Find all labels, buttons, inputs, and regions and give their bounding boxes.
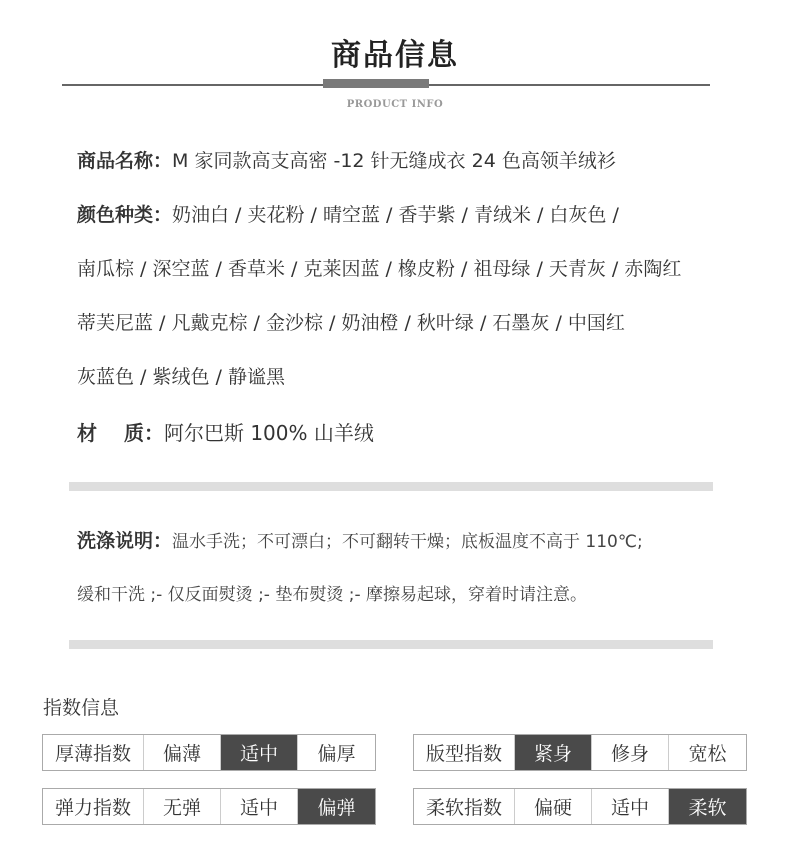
index-label: 柔软指数 [414, 789, 515, 824]
title-accent-bar [323, 79, 429, 88]
colors-label: 颜色种类： [77, 204, 173, 226]
material-row [77, 417, 374, 446]
elasticity-index-table [42, 788, 376, 825]
washing-line-2: 缓和干洗 ;- 仅反面熨烫 ;- 垫布熨烫 ;- 摩擦易起球，穿着时请注意。 [77, 585, 588, 605]
index-option-selected: 紧身 [515, 735, 592, 770]
washing-line-1: 温水手洗；不可漂白；不可翻转干燥；底板温度不高于 110℃; [172, 532, 643, 552]
page-subtitle: PRODUCT INFO [346, 99, 444, 110]
softness-index-table [413, 788, 747, 825]
index-option: 偏硬 [515, 789, 592, 824]
colors-value-line-4: 灰蓝色 / 紫绒色 / 静谧黑 [77, 366, 285, 388]
section-separator-2 [69, 640, 713, 649]
index-option-selected: 适中 [221, 735, 298, 770]
thickness-index-table [42, 734, 376, 771]
product-name-row [77, 146, 616, 173]
index-option: 修身 [592, 735, 669, 770]
index-option: 适中 [221, 789, 298, 824]
washing-row-1 [77, 526, 643, 553]
index-option: 偏厚 [317, 743, 356, 765]
page-title: 商品信息 [331, 38, 459, 73]
material-value: 阿尔巴斯 100% 山羊绒 [163, 421, 374, 445]
index-option: 适中 [592, 789, 669, 824]
index-option: 偏薄 [144, 735, 221, 770]
fit-index-table [413, 734, 747, 771]
index-label: 厚薄指数 [43, 735, 144, 770]
product-name-label: 商品名称： [77, 150, 173, 172]
index-option-selected: 柔软 [669, 789, 746, 824]
index-option: 宽松 [688, 743, 727, 765]
index-label: 版型指数 [414, 735, 515, 770]
colors-value-line-2: 南瓜棕 / 深空蓝 / 香草米 / 克莱因蓝 / 橡皮粉 / 祖母绿 / 天青灰 / 赤陶红 [77, 258, 682, 280]
washing-label: 洗涤说明： [77, 530, 173, 552]
index-info-heading: 指数信息 [43, 697, 120, 719]
material-label: 材 质： [77, 421, 164, 445]
index-option: 无弹 [144, 789, 221, 824]
colors-value-line-3: 蒂芙尼蓝 / 凡戴克棕 / 金沙棕 / 奶油橙 / 秋叶绿 / 石墨灰 / 中国红 [77, 312, 625, 334]
index-option-selected: 偏弹 [298, 789, 375, 824]
colors-row-1 [77, 200, 619, 227]
section-separator-1 [69, 482, 713, 491]
index-label: 弹力指数 [43, 789, 144, 824]
colors-value-line-1: 奶油白 / 夹花粉 / 晴空蓝 / 香芋紫 / 青绒米 / 白灰色 / [172, 204, 619, 226]
product-name-value: M 家同款高支高密 -12 针无缝成衣 24 色高领羊绒衫 [172, 150, 616, 172]
